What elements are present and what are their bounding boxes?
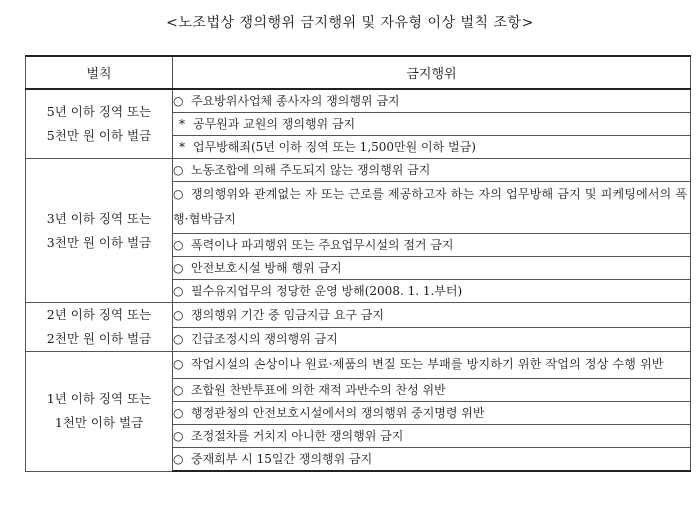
table-header-row (26, 56, 691, 89)
penalty-line: 2년 이하 징역 또는 (46, 307, 152, 322)
prohibited-act-text: 안전보호시설 방해 행위 금지 (191, 261, 342, 275)
prohibited-act-item (173, 448, 691, 472)
prohibited-act-item (173, 280, 691, 303)
prohibited-act-item (173, 402, 691, 425)
prohibited-act-item (173, 257, 691, 280)
circle-bullet-icon: ○ (173, 94, 184, 108)
prohibited-act-item (173, 113, 691, 136)
penalty-cell (26, 89, 173, 159)
prohibited-act-item (173, 234, 691, 257)
circle-bullet-icon: ○ (173, 284, 184, 298)
penalty-cell (26, 352, 173, 472)
circle-bullet-icon: ○ (173, 307, 184, 322)
table-body (26, 89, 691, 471)
asterisk-marker: * (179, 140, 185, 154)
penalty-cell (26, 159, 173, 303)
circle-bullet-icon: ○ (173, 187, 184, 201)
circle-bullet-icon: ○ (173, 163, 184, 177)
prohibited-act-text: 폭력이나 파괴행위 또는 주요업무시설의 점거 금지 (191, 238, 454, 252)
circle-bullet-icon: ○ (173, 429, 184, 443)
circle-bullet-icon: ○ (173, 332, 184, 347)
prohibited-act-text: 중재회부 시 15일간 쟁의행위 금지 (191, 452, 373, 466)
prohibited-act-text: 필수유지업무의 정당한 운영 방해(2008. 1. 1.부터) (191, 284, 463, 298)
prohibited-act-item (173, 352, 691, 379)
penalty-line: 2천만 원 이하 벌금 (46, 331, 152, 346)
table-row (26, 303, 691, 328)
circle-bullet-icon: ○ (173, 261, 184, 275)
penalty-line: 3천만 원 이하 벌금 (46, 234, 152, 250)
prohibited-act-text: 조합원 찬반투표에 의한 재적 과반수의 찬성 위반 (191, 383, 446, 397)
table-row (26, 159, 691, 182)
header-penalty: 벌칙 (26, 56, 173, 89)
header-prohibited-acts: 금지행위 (173, 56, 691, 89)
prohibited-act-text: 주요방위사업체 종사자의 쟁의행위 금지 (191, 94, 400, 108)
prohibited-act-text: 쟁의행위와 관계없는 자 또는 근로를 제공하고자 하는 자의 업무방해 금지 및 피케팅에서의 폭행·협박금지 (173, 187, 688, 226)
prohibited-act-item (173, 425, 691, 448)
prohibited-act-item (173, 136, 691, 159)
penalty-line: 5천만 원 이하 벌금 (46, 128, 152, 143)
document-title: <노조법상 쟁의행위 금지행위 및 자유형 이상 벌칙 조항> (166, 15, 534, 31)
prohibited-act-text: 긴급조정시의 쟁의행위 금지 (191, 332, 338, 347)
circle-bullet-icon: ○ (173, 383, 184, 397)
prohibited-act-text: 행정관청의 안전보호시설에서의 쟁의행위 중지명령 위반 (191, 406, 485, 420)
prohibited-act-item (173, 159, 691, 182)
penalty-table (25, 55, 691, 472)
penalty-line: 1천만 이하 벌금 (54, 415, 144, 431)
prohibited-act-item (173, 303, 691, 328)
circle-bullet-icon: ○ (173, 452, 184, 466)
prohibited-act-text: 쟁의행위 기간 중 임금지급 요구 금지 (191, 307, 384, 322)
asterisk-marker: * (179, 117, 185, 131)
prohibited-act-text: 공무원과 교원의 쟁의행위 금지 (193, 117, 356, 131)
prohibited-act-text: 작업시설의 손상이나 원료·제품의 변질 또는 부패를 방지하기 위한 작업의 정상 수행 위반 (191, 357, 664, 371)
prohibited-act-item (173, 89, 691, 113)
penalty-line: 5년 이하 징역 또는 (46, 104, 152, 119)
table-row (26, 352, 691, 379)
prohibited-act-item (173, 327, 691, 352)
circle-bullet-icon: ○ (173, 238, 184, 252)
prohibited-act-text: 업무방해죄(5년 이하 징역 또는 1,500만원 이하 벌금) (193, 140, 476, 154)
table-row (26, 89, 691, 113)
penalty-line: 3년 이하 징역 또는 (46, 210, 152, 226)
circle-bullet-icon: ○ (173, 357, 184, 371)
penalty-cell (26, 303, 173, 352)
circle-bullet-icon: ○ (173, 406, 184, 420)
prohibited-act-text: 노동조합에 의해 주도되지 않는 쟁의행위 금지 (191, 163, 431, 177)
prohibited-act-text: 조정절차를 거치지 아니한 쟁의행위 금지 (191, 429, 404, 443)
prohibited-act-item (173, 379, 691, 402)
prohibited-act-item (173, 182, 691, 234)
penalty-line: 1년 이하 징역 또는 (46, 391, 152, 407)
